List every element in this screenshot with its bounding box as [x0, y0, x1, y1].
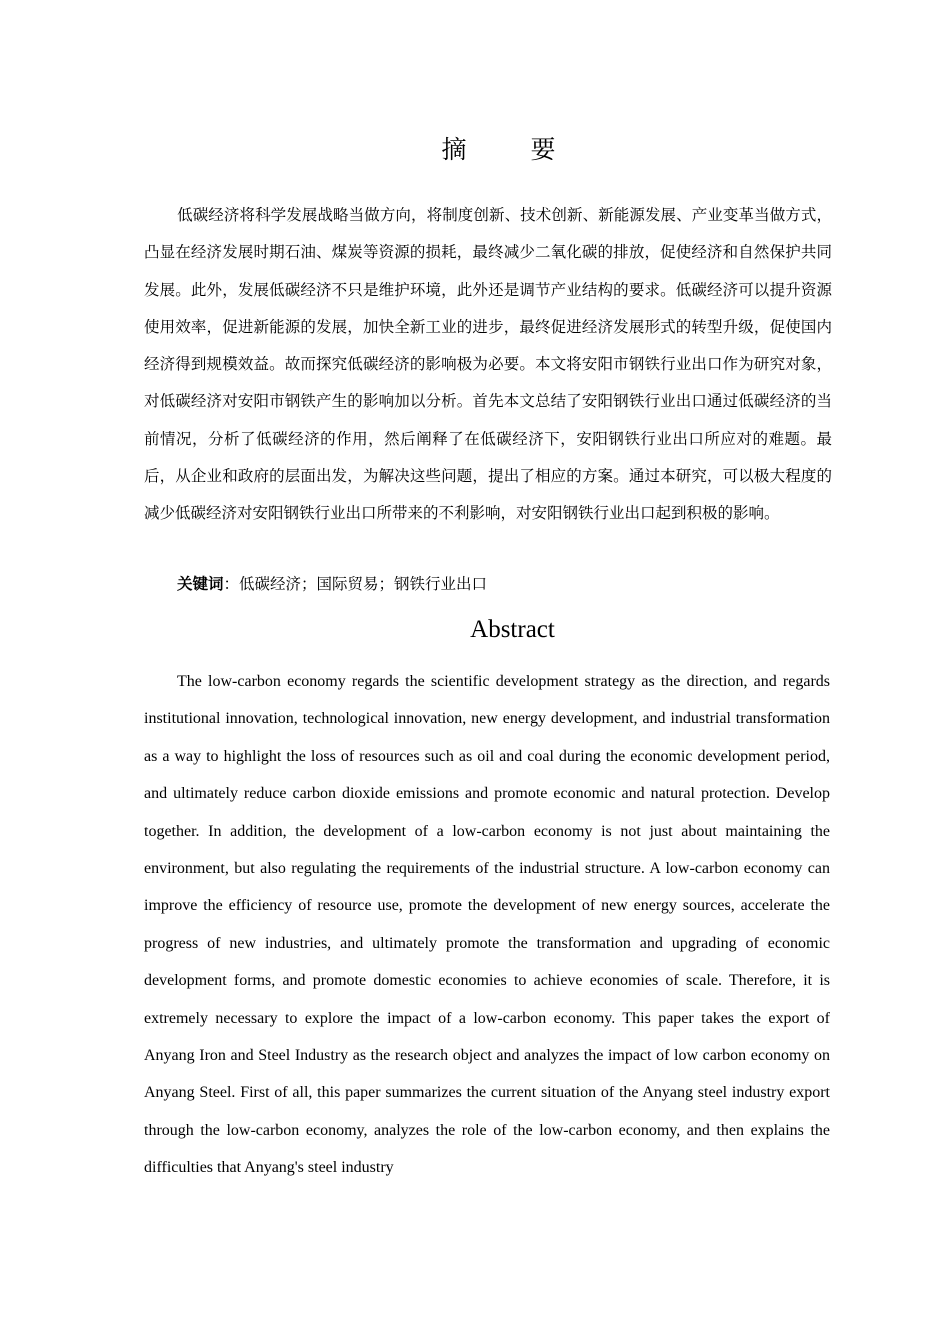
english-abstract-title: Abstract — [470, 616, 555, 643]
chinese-abstract-body — [144, 197, 832, 533]
english-abstract-text: The low-carbon economy regards the scientific development strategy as the direction, and regards institutional innovation, technological innovation, new energy development, and industrial transformation as a way to highlight the loss of resources such as oil and coal during the economic development period, and ultimately reduce carbon dioxide emissions and promote economic and natural protection. Develop together. In addition, the development of a low-carbon economy is not just about maintaining the environment, but also regulating the requirements of the industrial structure. A low-carbon economy can improve the efficiency of resource use, promote the development of new energy sources, accelerate the progress of new industries, and ultimately promote the transformation and upgrading of economic development forms, and promote domestic economies to achieve economies of scale. Therefore, it is extremely necessary to explore the impact of a low-carbon economy. This paper takes the export of Anyang Iron and Steel Industry as the research object and analyzes the impact of low carbon economy on Anyang Steel. First of all, this paper summarizes the current situation of the Anyang steel industry export through the low-carbon economy, analyzes the role of the low-carbon economy, and then explains the difficulties that Anyang's steel industry — [144, 673, 830, 1177]
chinese-abstract-text: 低碳经济将科学发展战略当做方向，将制度创新、技术创新、新能源发展、产业变革当做方式，凸显在经济发展时期石油、煤炭等资源的损耗，最终减少二氧化碳的排放，促使经济和自然保护共同发展。此外，发展低碳经济不只是维护环境，此外还是调节产业结构的要求。低碳经济可以提升资源使用效率，促进新能源的发展，加快全新工业的进步，最终促进经济发展形式的转型升级，促使国内经济得到规模效益。故而探究低碳经济的影响极为必要。本文将安阳市钢铁行业出口作为研究对象，对低碳经济对安阳市钢铁产生的影响加以分析。首先本文总结了安阳钢铁行业出口通过低碳经济的当前情况，分析了低碳经济的作用，然后阐释了在低碳经济下，安阳钢铁行业出口所应对的难题。最后，从企业和政府的层面出发，为解决这些问题，提出了相应的方案。通过本研究，可以极大程度的减少低碳经济对安阳钢铁行业出口所带来的不利影响，对安阳钢铁行业出口起到积极的影响。 — [144, 206, 832, 523]
chinese-keywords — [177, 570, 837, 598]
english-abstract-body — [144, 663, 830, 1187]
chinese-abstract-title: 摘 要 — [441, 135, 584, 164]
keywords-text: ：低碳经济；国际贸易；钢铁行业出口 — [223, 575, 488, 593]
keywords-label: 关键词 — [177, 575, 224, 593]
